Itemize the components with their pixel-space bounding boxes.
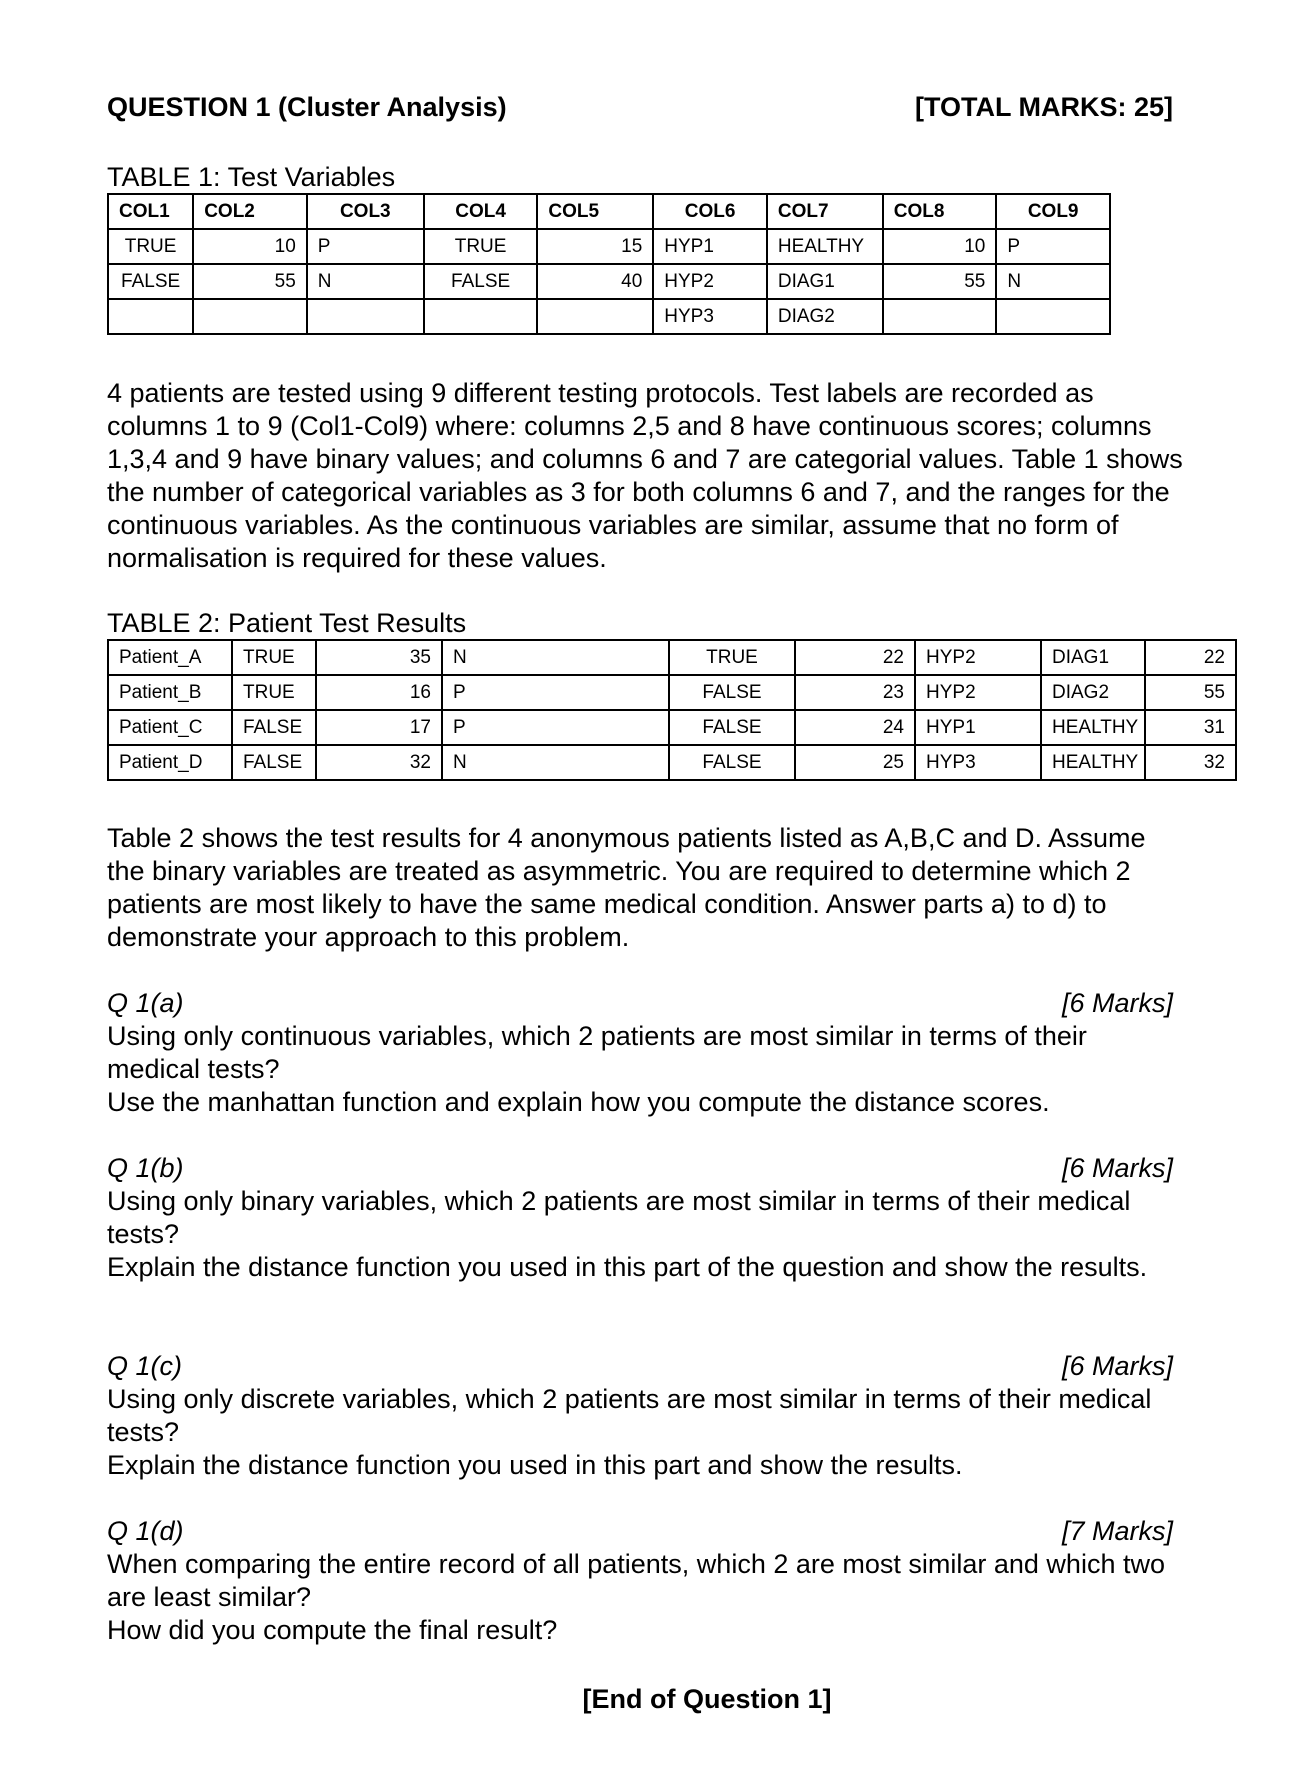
table-cell: 40 — [537, 264, 653, 299]
table2-paragraph — [107, 822, 1187, 954]
question-text: Explain the distance function you used in this part of the question and show the results. — [107, 1252, 1148, 1282]
table-cell: Patient_A — [108, 640, 232, 675]
table-cell: 15 — [537, 229, 653, 264]
table-row — [108, 229, 1110, 264]
table-cell: HEALTHY — [1041, 710, 1145, 745]
table-cell: 16 — [316, 675, 442, 710]
question-text: How did you compute the final result? — [107, 1615, 558, 1645]
table-cell — [424, 299, 538, 334]
table-cell — [537, 299, 653, 334]
table-row — [108, 299, 1110, 334]
table-cell: HYP2 — [915, 640, 1041, 675]
table-cell: 31 — [1145, 710, 1236, 745]
table-cell: P — [307, 229, 424, 264]
table-cell: HEALTHY — [1041, 745, 1145, 780]
test-variables-table — [107, 193, 1111, 335]
table-cell: 10 — [883, 229, 997, 264]
table-cell: P — [442, 710, 669, 745]
table-row — [108, 640, 1236, 675]
question-id: Q 1(d) — [107, 1516, 184, 1546]
table-cell: 22 — [1145, 640, 1236, 675]
table1-header-cell: COL2 — [193, 194, 307, 229]
question-marks: [6 Marks] — [1061, 988, 1173, 1018]
question-id: Q 1(a) — [107, 988, 184, 1018]
question-text: Explain the distance function you used in this part and show the results. — [107, 1450, 963, 1480]
table-cell: 55 — [193, 264, 307, 299]
table-cell: HYP2 — [653, 264, 767, 299]
table-cell: TRUE — [108, 229, 193, 264]
table-cell: 22 — [795, 640, 915, 675]
question-heading — [107, 1152, 1173, 1185]
table-cell: Patient_B — [108, 675, 232, 710]
table2-text: Table 2 shows the test results for 4 anonymous patients listed as A,B,C and D. Assume the binary variables are treated as asymmetric. You are required to determine which 2 patients are most likely to have the same medical condition. Answer parts a) to d) to demonstrate your approach to this problem. — [107, 823, 1146, 952]
question-marks: [6 Marks] — [1061, 1153, 1173, 1183]
table-cell: HYP1 — [915, 710, 1041, 745]
table2-caption: TABLE 2: Patient Test Results — [107, 608, 467, 638]
intro-text: 4 patients are tested using 9 different testing protocols. Test labels are recorded as columns 1 to 9 (Col1-Col9) where: columns 2,5 and 8 have continuous scores; columns 1,3,4 and 9 have binary values; and columns 6 and 7 are categorial values. Table 1 shows the number of categorical variables as 3 for both columns 6 and 7, and the ranges for the continuous variables. As the continuous variables are similar, assume that no form of normalisation is required for these values. — [107, 378, 1183, 573]
table-cell: 24 — [795, 710, 915, 745]
table-cell: P — [442, 675, 669, 710]
table-cell: DIAG2 — [767, 299, 883, 334]
table-cell: TRUE — [424, 229, 538, 264]
table-cell: FALSE — [232, 745, 316, 780]
table-cell: N — [996, 264, 1110, 299]
table1-header-cell: COL8 — [883, 194, 997, 229]
table-cell: N — [307, 264, 424, 299]
question-text: Using only discrete variables, which 2 patients are most similar in terms of their medical tests? — [107, 1384, 1152, 1447]
question-header — [107, 92, 1173, 132]
table-cell: FALSE — [669, 675, 795, 710]
table-cell: N — [442, 745, 669, 780]
table-cell — [307, 299, 424, 334]
table1-header-cell: COL9 — [996, 194, 1110, 229]
table-cell: 23 — [795, 675, 915, 710]
question-marks: [7 Marks] — [1061, 1516, 1173, 1546]
table-cell: 10 — [193, 229, 307, 264]
question-heading — [107, 1515, 1173, 1548]
table-cell: HYP2 — [915, 675, 1041, 710]
table1-header-cell: COL7 — [767, 194, 883, 229]
question-1b — [107, 1152, 1173, 1284]
table-cell: TRUE — [669, 640, 795, 675]
table-cell: TRUE — [232, 675, 316, 710]
table-cell — [883, 299, 997, 334]
intro-paragraph — [107, 377, 1187, 575]
table-cell: HEALTHY — [767, 229, 883, 264]
table-row — [108, 745, 1236, 780]
table1-header-cell: COL6 — [653, 194, 767, 229]
question-text: Using only continuous variables, which 2 patients are most similar in terms of their medical tests? — [107, 1021, 1087, 1084]
patient-results-table — [107, 639, 1237, 781]
question-id: Q 1(c) — [107, 1351, 183, 1381]
table-cell — [108, 299, 193, 334]
question-text: When comparing the entire record of all patients, which 2 are most similar and which two are least similar? — [107, 1549, 1165, 1612]
table-cell: Patient_D — [108, 745, 232, 780]
table-cell: 17 — [316, 710, 442, 745]
table-cell: FALSE — [108, 264, 193, 299]
end-of-question: [End of Question 1] — [582, 1684, 832, 1714]
question-heading — [107, 1350, 1173, 1383]
table-cell: 55 — [1145, 675, 1236, 710]
table-cell: FALSE — [669, 745, 795, 780]
question-1c — [107, 1350, 1173, 1482]
table-cell: HYP3 — [915, 745, 1041, 780]
table1-header-cell: COL3 — [307, 194, 424, 229]
table-cell: DIAG2 — [1041, 675, 1145, 710]
table-cell — [193, 299, 307, 334]
table-cell: HYP3 — [653, 299, 767, 334]
table-cell: Patient_C — [108, 710, 232, 745]
table1-header-cell: COL4 — [424, 194, 538, 229]
table-cell: TRUE — [232, 640, 316, 675]
table-cell: N — [442, 640, 669, 675]
table-cell: DIAG1 — [767, 264, 883, 299]
table-cell: 25 — [795, 745, 915, 780]
table-cell: HYP1 — [653, 229, 767, 264]
table1-caption: TABLE 1: Test Variables — [107, 162, 396, 192]
question-heading — [107, 987, 1173, 1020]
table-cell: DIAG1 — [1041, 640, 1145, 675]
table-cell: 32 — [316, 745, 442, 780]
table1-header-cell: COL1 — [108, 194, 193, 229]
table-cell: FALSE — [424, 264, 538, 299]
table-cell: FALSE — [669, 710, 795, 745]
table-cell: 32 — [1145, 745, 1236, 780]
table-cell: FALSE — [232, 710, 316, 745]
table1-header-cell: COL5 — [537, 194, 653, 229]
question-title: QUESTION 1 (Cluster Analysis) — [107, 92, 507, 122]
question-marks: [6 Marks] — [1061, 1351, 1173, 1381]
table-cell: P — [996, 229, 1110, 264]
question-1d — [107, 1515, 1173, 1647]
table-row — [108, 264, 1110, 299]
table-row — [108, 710, 1236, 745]
question-id: Q 1(b) — [107, 1153, 184, 1183]
table1-header-row — [108, 194, 1110, 229]
table-cell: 35 — [316, 640, 442, 675]
table-cell: 55 — [883, 264, 997, 299]
table-cell — [996, 299, 1110, 334]
table-row — [108, 675, 1236, 710]
total-marks: [TOTAL MARKS: 25] — [914, 92, 1173, 122]
question-text: Using only binary variables, which 2 patients are most similar in terms of their medical tests? — [107, 1186, 1131, 1249]
question-text: Use the manhattan function and explain how you compute the distance scores. — [107, 1087, 1050, 1117]
question-1a — [107, 987, 1173, 1119]
